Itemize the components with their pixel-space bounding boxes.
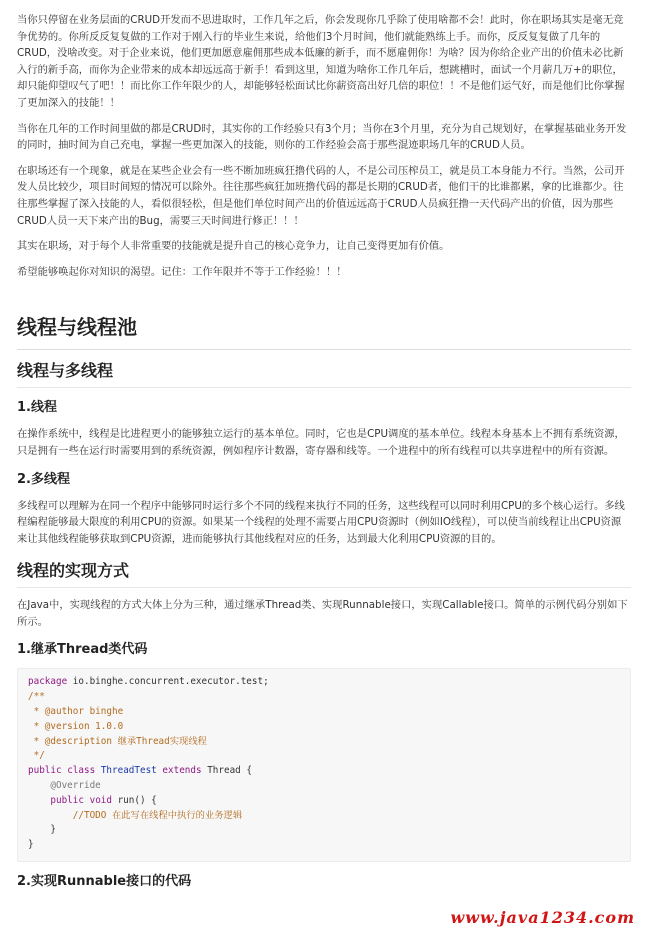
code-doc-tag: @author (44, 706, 84, 718)
code-keyword: class (67, 765, 96, 777)
code-text: } (28, 839, 34, 851)
code-comment: */ (28, 750, 45, 762)
multithread-description: 多线程可以理解为在同一个程序中能够同时运行多个不同的线程来执行不同的任务，这些线程可以同时利用CPU的多个核心运行。多线程编程能够最大限度的利用CPU的资源。如果某一个线程的处理不需要占用CPU资源时（例如IO线程），可以使当前线程让出CPU资源来让其他线程能够获取到CPU资源，进而能够执行其他线程对应的任务，达到最大化利用CPU资源的目的。 (17, 499, 625, 545)
article (17, 12, 631, 900)
code-block-thread (17, 668, 631, 862)
intro-paragraph-4: 其实在职场，对于每个人非常重要的技能就是提升自己的核心竞争力，让自己变得更加有价值。 (17, 240, 450, 253)
intro-paragraph-2: 当你在几年的工作时间里做的都是CRUD时，其实你的工作经验只有3个月；当你在3个月里，充分为自己规划好，在掌握基础业务开发的同时，抽时间为自己充电，掌握一些更加深入的技能，则你的工作经验会高于那些混迹职场几年的CRUD人员。 (17, 122, 627, 152)
code-keyword: public (50, 794, 84, 806)
heading-thread-implementation: 线程的实现方式 (17, 561, 631, 588)
code-comment: binghe (83, 706, 124, 718)
thread-description: 在操作系统中，线程是比进程更小的能够独立运行的基本单位。同时，它也是CPU调度的基本单位。线程本身基本上不拥有系统资源，只是拥有一些在运行时需要用到的系统资源，例如程序计数器，寄存器和线等。一个进程中的所有线程可以共享进程中的所有资源。 (17, 428, 625, 457)
code-keyword: package (28, 676, 68, 688)
intro-paragraph-3: 在职场还有一个现象，就是在某些企业会有一些不断加班疯狂撸代码的人，不是公司压榨员工，就是员工本身能力不行。当然，公司开发人员比较少，项目时间短的情况可以除外。往往那些疯狂加班撸代码的都是长期的CRUD者，他们干的比谁都累，拿的比谁都少。往往那些掌握了深入技能的人，看似很轻松，但是他们单位时间产出的价值远远高于CRUD人员疯狂撸一天代码产出的价值，因为那些CRUD人员一天下来产出的Bug，需要三天时间进行修正！！！ (17, 164, 625, 227)
code-text: io.binghe.concurrent.executor.test; (67, 676, 269, 688)
code-comment: * (28, 735, 45, 747)
code-text: } (28, 824, 56, 836)
code-comment: //TODO 在此写在线程中执行的业务逻辑 (72, 809, 243, 821)
intro-paragraph-5: 希望能够唤起你对知识的渴望。记住：工作年限并不等于工作经验！！！ (17, 265, 347, 278)
code-text: Thread { (201, 765, 252, 777)
implementation-description: 在Java中，实现线程的方式大体上分为三种，通过继承Thread类、实现Runnable接口，实现Callable接口。简单的示例代码分别如下所示。 (17, 599, 628, 628)
intro-paragraph-1: 当你只停留在业务层面的CRUD开发而不思进取时，工作几年之后，你会发现你几乎除了使用啥都不会！此时，你在职场其实是毫无竞争优势的。你所反反复复做的工作对于刚入行的毕业生来说，给他们3个月时间，他们就能熟练上手。而你，反反复复做了几年的CRUD，没啥改变。对于企业来说，他们更加愿意雇佣那些成本低廉的新手，而不愿雇佣你！为啥？因为你给企业产出的价值未必比新入行的新手高，而你为企业带来的成本却远远高于新手！看到这里，知道为啥你工作几年后，想跳槽时，面试一个月薪几万+的职位，却只能仰望叹气了吧！！而比你工作年限少的人，却能够轻松面试比你薪资高出好几倍的职位！！不是他们运气好，而是他们比你掌握了更加深入的技能！！ (17, 14, 625, 109)
code-text: run() { (111, 794, 157, 806)
code-doc-tag: @description (44, 735, 112, 747)
heading-extend-thread: 1.继承Thread类代码 (17, 642, 148, 658)
code-comment: * (28, 720, 45, 732)
heading-runnable: 2.实现Runnable接口的代码 (17, 874, 192, 890)
code-comment: 继承Thread实现线程 (111, 735, 207, 747)
code-comment: /** (28, 691, 45, 703)
code-annotation: @Override (50, 780, 101, 792)
heading-multithread: 2.多线程 (17, 471, 70, 487)
code-comment: * (28, 706, 45, 718)
site-watermark: www.java1234.com (450, 908, 635, 927)
code-comment: 1.0.0 (89, 720, 124, 732)
code-class-name: ThreadTest (100, 765, 157, 777)
code-keyword: extends (162, 765, 202, 777)
heading-threads-and-multithreading: 线程与多线程 (17, 361, 631, 388)
heading-thread: 1.线程 (17, 400, 57, 416)
code-keyword: void (89, 794, 112, 806)
heading-threads-and-pools: 线程与线程池 (17, 315, 631, 350)
code-doc-tag: @version (44, 720, 90, 732)
code-keyword: public (28, 765, 62, 777)
